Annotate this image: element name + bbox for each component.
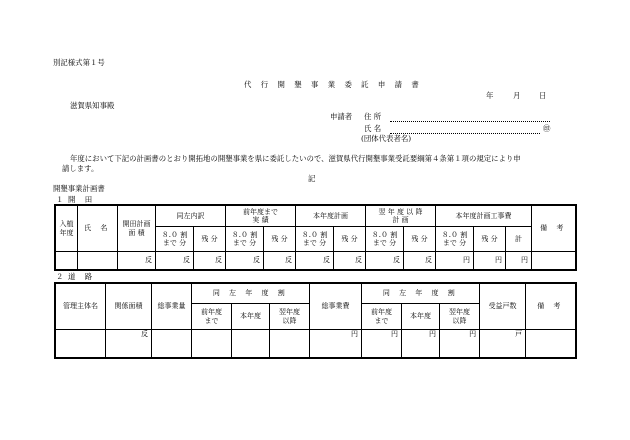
document-title: 代 行 開 墾 事 業 委 託 申 請 書 xyxy=(244,80,423,89)
h-prev-results: 前年度まで 実 績 xyxy=(226,206,296,227)
unit-tan[interactable]: 反 xyxy=(334,252,366,270)
unit-yen[interactable]: 円 xyxy=(436,252,474,270)
h-prev: 前年度 まで xyxy=(192,304,232,330)
h-remarks: 備 考 xyxy=(526,284,576,330)
form-id: 別記様式第１号 xyxy=(53,58,105,67)
addressee: 滋賀県知事殿 xyxy=(70,101,115,110)
address-label: 住 所 xyxy=(364,112,382,121)
h-same-year-split-2: 同 左 年 度 割 xyxy=(362,284,480,304)
sub-rest: 残 分 xyxy=(194,227,226,252)
name-field[interactable] xyxy=(390,124,540,134)
h-total-cost: 総事業費 xyxy=(310,284,362,330)
h-kaiden-area: 開田計画 面 積 xyxy=(118,206,156,252)
unit-tan[interactable]: 反 xyxy=(194,252,226,270)
unit-yen[interactable]: 円 xyxy=(362,330,402,358)
entry-cell[interactable] xyxy=(192,330,232,358)
h-total-work: 総事業量 xyxy=(152,284,192,330)
sec1-num: １ xyxy=(56,195,64,204)
h-this: 本年度 xyxy=(232,304,270,330)
h-prev: 前年度 まで xyxy=(362,304,402,330)
h-entity: 管理主体名 xyxy=(56,284,106,330)
applicant-role: 申請者 xyxy=(330,112,353,121)
sub-pct: ８.０ 割 まで 分 xyxy=(366,227,404,252)
sub-pct: ８.０ 割 まで 分 xyxy=(296,227,334,252)
h-same-year-split-1: 同 左 年 度 割 xyxy=(192,284,310,304)
unit-tan[interactable]: 反 xyxy=(296,252,334,270)
address-field[interactable] xyxy=(390,112,550,122)
h-this-plan: 本年度計画 xyxy=(296,206,366,227)
h-remarks: 備 考 xyxy=(532,206,576,252)
unit-yen[interactable]: 円 xyxy=(310,330,362,358)
entry-cell[interactable] xyxy=(78,252,118,270)
section-title: 開墾事業計画書 xyxy=(53,184,105,193)
h-households: 受益戸数 xyxy=(480,284,526,330)
h-next-plan: 翌 年 度 以 降 計 画 xyxy=(366,206,436,227)
body-text-line2: 請します。 xyxy=(62,164,99,173)
entry-cell[interactable] xyxy=(56,252,78,270)
unit-yen[interactable]: 円 xyxy=(402,330,440,358)
seal-mark: ㊞ xyxy=(543,124,551,133)
date-month: 月 xyxy=(513,91,521,100)
kaiden-table xyxy=(55,205,576,270)
unit-tan[interactable]: 反 xyxy=(106,330,152,358)
sub-rest: 残 分 xyxy=(334,227,366,252)
sub-rest: 残 分 xyxy=(264,227,296,252)
entry-cell[interactable] xyxy=(526,330,576,358)
entry-cell[interactable] xyxy=(232,330,270,358)
body-text-line1: 年度において下記の計画書のとおり開拓地の開墾事業を県に委託したいので、滋賀県代行開墾事業受託要綱第４条第１項の規定により申 xyxy=(70,154,521,163)
sub-rest: 残 分 xyxy=(474,227,506,252)
entry-cell[interactable] xyxy=(152,330,192,358)
unit-yen[interactable]: 円 xyxy=(440,330,480,358)
unit-yen[interactable]: 円 xyxy=(506,252,532,270)
road-table xyxy=(55,283,576,358)
sub-pct: ８.０ 割 まで 分 xyxy=(226,227,264,252)
unit-tan[interactable]: 反 xyxy=(118,252,156,270)
h-this-cost: 本年度計画工事費 xyxy=(436,206,532,227)
entry-cell[interactable] xyxy=(532,252,576,270)
unit-ko[interactable]: 戸 xyxy=(480,330,526,358)
sub-rest: 残 分 xyxy=(404,227,436,252)
sub-pct: ８.０ 割 まで 分 xyxy=(436,227,474,252)
unit-yen[interactable]: 円 xyxy=(474,252,506,270)
unit-tan[interactable]: 反 xyxy=(264,252,296,270)
unit-tan[interactable]: 反 xyxy=(226,252,264,270)
h-name: 氏 名 xyxy=(78,206,118,252)
h-next: 翌年度 以降 xyxy=(270,304,310,330)
sec2-num: ２ xyxy=(56,272,64,281)
h-area: 関係面積 xyxy=(106,284,152,330)
sec1-label: 開 田 xyxy=(68,195,96,204)
table-row xyxy=(56,330,576,358)
name-label: 氏 名 xyxy=(364,124,382,133)
entry-cell[interactable] xyxy=(56,330,106,358)
h-nyusho-year: 入植 年度 xyxy=(56,206,78,252)
unit-tan[interactable]: 反 xyxy=(366,252,404,270)
sub-pct: ８.０ 割 まで 分 xyxy=(156,227,194,252)
date-day: 日 xyxy=(539,91,547,100)
unit-tan[interactable]: 反 xyxy=(404,252,436,270)
representative-note: (団体代表者名) xyxy=(361,134,412,143)
date-year: 年 xyxy=(486,91,494,100)
sec2-label: 道 路 xyxy=(68,272,96,281)
h-this: 本年度 xyxy=(402,304,440,330)
unit-tan[interactable]: 反 xyxy=(156,252,194,270)
h-next: 翌年度 以降 xyxy=(440,304,480,330)
ki-heading: 記 xyxy=(308,174,316,183)
entry-cell[interactable] xyxy=(270,330,310,358)
sub-total: 計 xyxy=(506,227,532,252)
h-same-breakdown: 同左内訳 xyxy=(156,206,226,227)
table-row xyxy=(56,252,576,270)
